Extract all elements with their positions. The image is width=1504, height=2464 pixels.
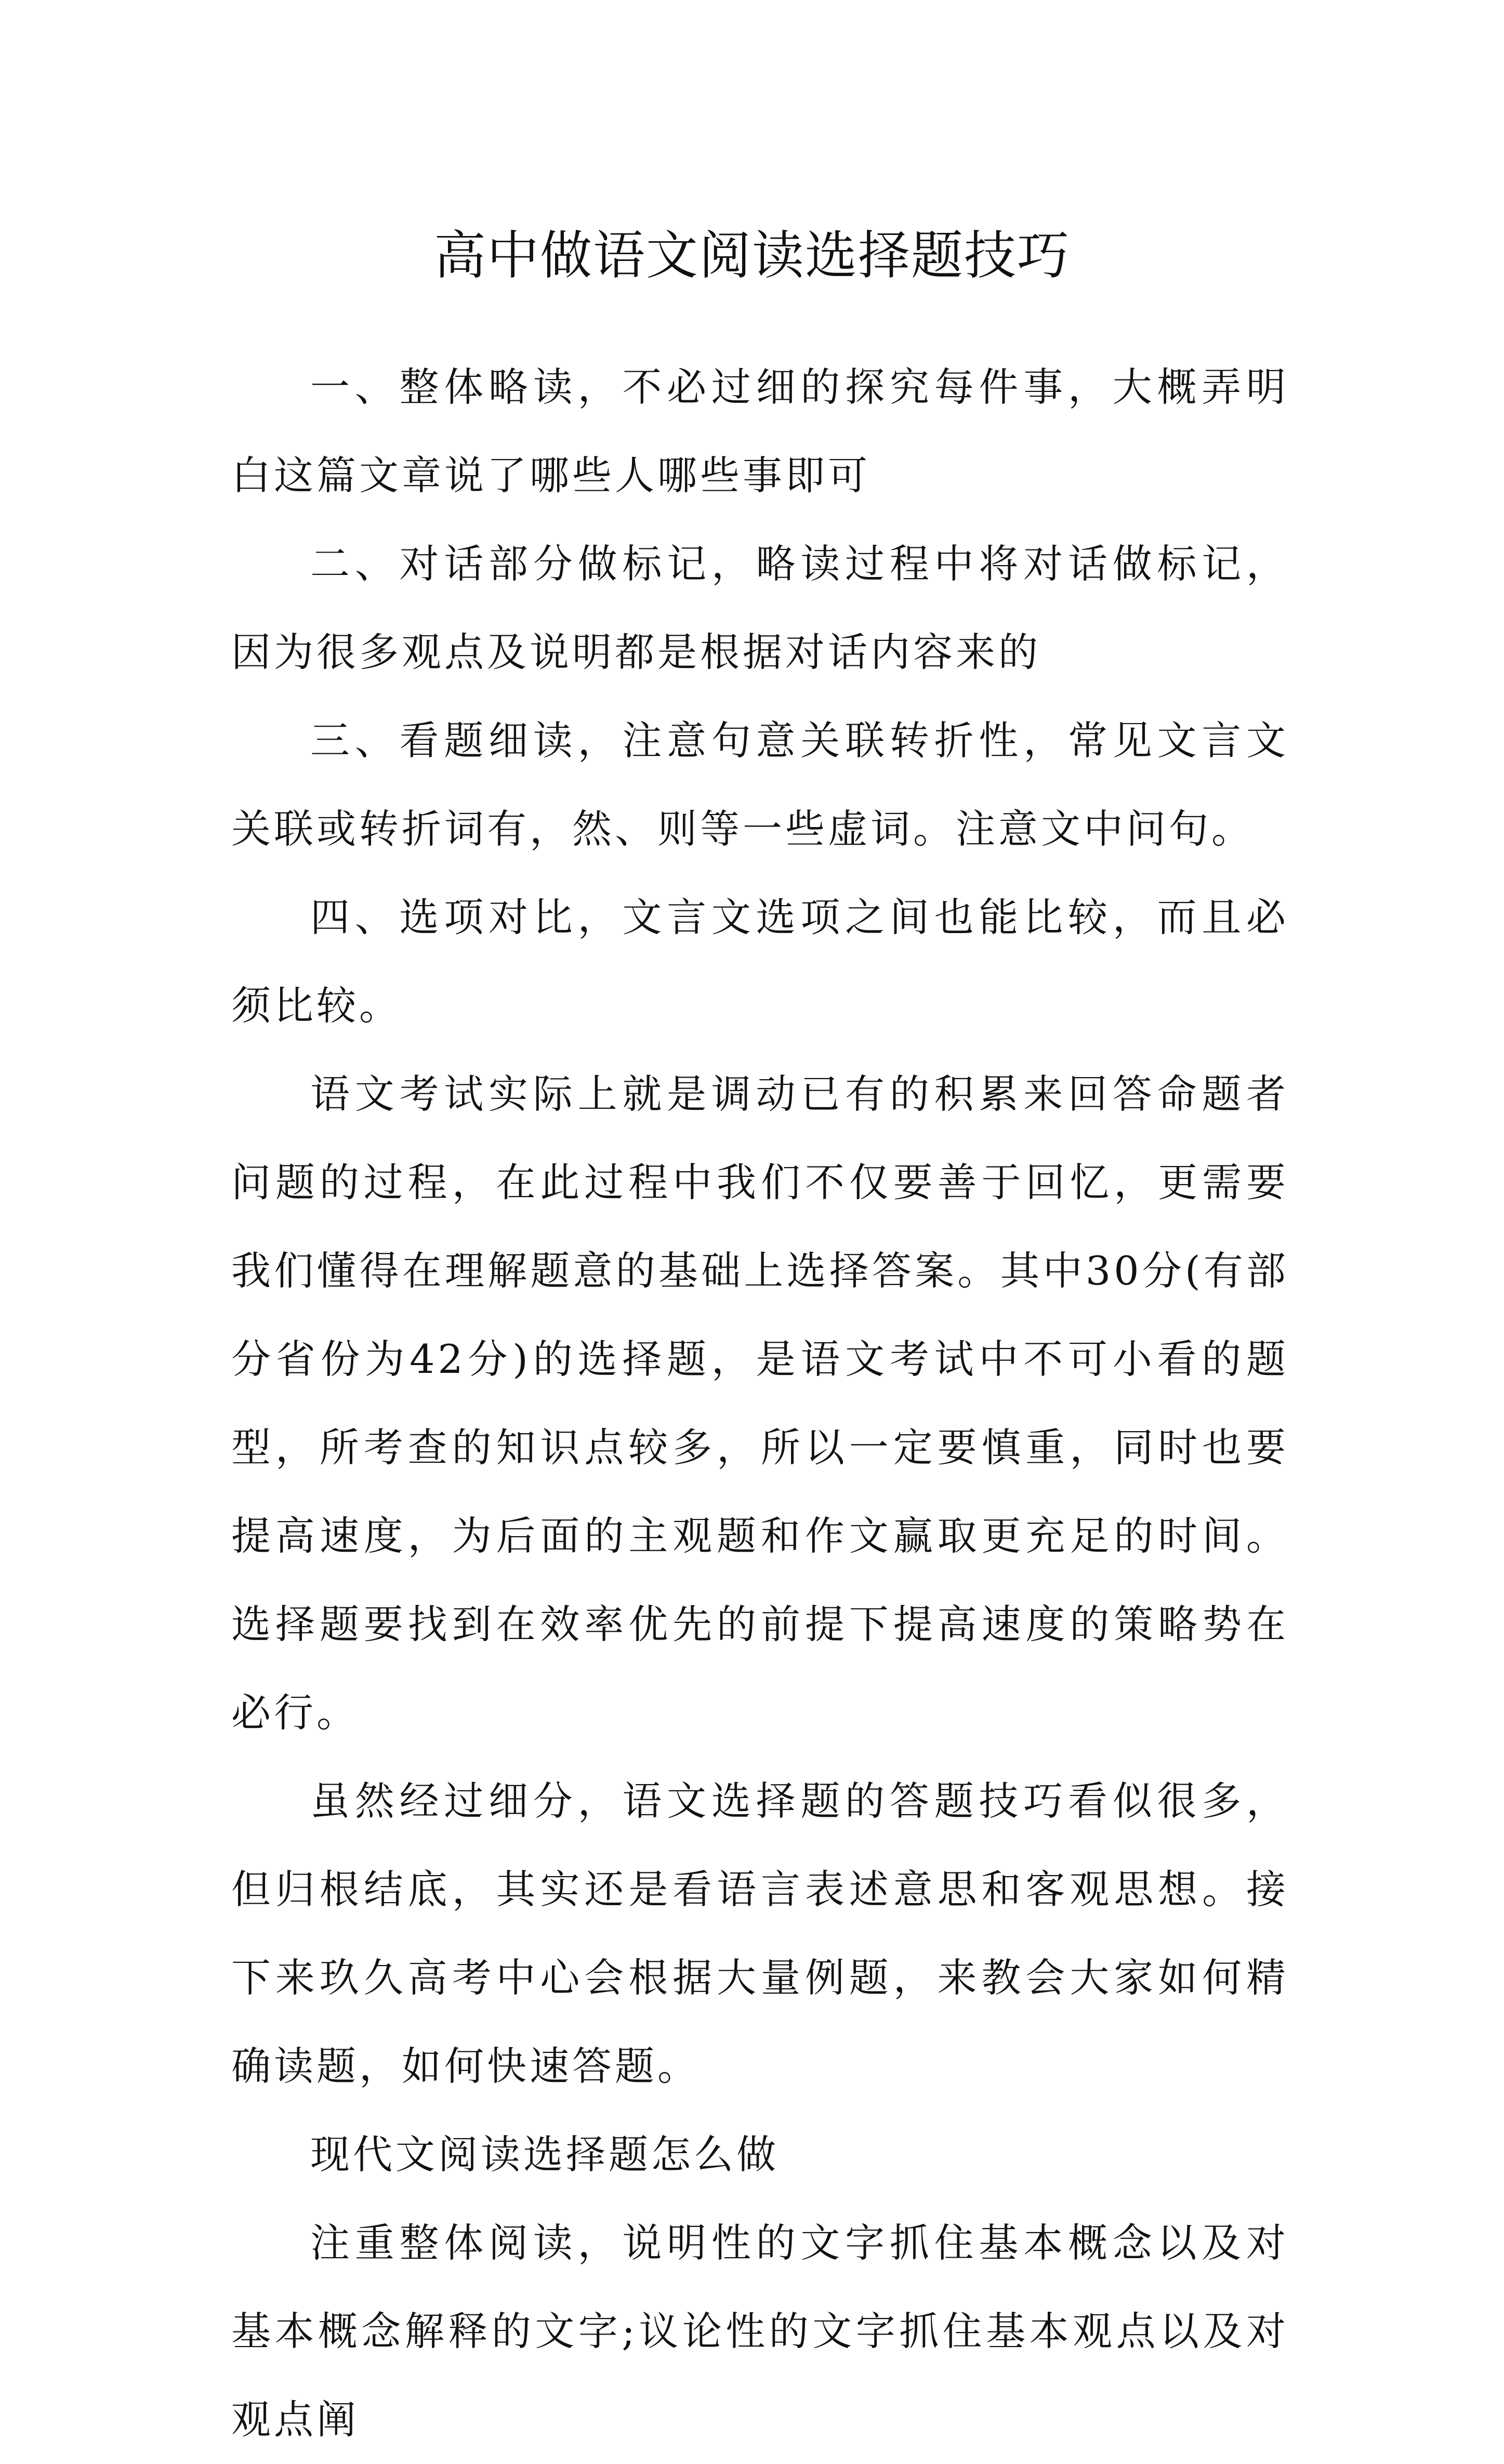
paragraph-6: 虽然经过细分，语文选择题的答题技巧看似很多，但归根结底，其实还是看语言表述意思和客观思想。接下来玖久高考中心会根据大量例题，来教会大家如何精确读题，如何快速答题。 <box>231 1778 1289 2089</box>
document-title: 高中做语文阅读选择题技巧 <box>434 225 1070 286</box>
paragraph-1: 一、整体略读，不必过细的探究每件事，大概弄明白这篇文章说了哪些人哪些事即可 <box>231 364 1289 499</box>
paragraph-3: 三、看题细读，注意句意关联转折性，常见文言文关联或转折词有，然、则等一些虚词。注意文中问句。 <box>231 717 1289 852</box>
paragraph-2: 二、对话部分做标记，略读过程中将对话做标记，因为很多观点及说明都是根据对话内容来的 <box>231 541 1289 675</box>
paragraph-4: 四、选项对比，文言文选项之间也能比较，而且必须比较。 <box>231 894 1289 1029</box>
paragraph-5: 语文考试实际上就是调动已有的积累来回答命题者问题的过程，在此过程中我们不仅要善于回忆，更需要我们懂得在理解题意的基础上选择答案。其中30分(有部分省份为42分)的选择题，是语文考试中不可小看的题型，所考查的知识点较多，所以一定要慎重，同时也要提高速度，为后面的主观题和作文赢取更充足的时间。选择题要找到在效率优先的前提下提高速度的策略势在必行。 <box>231 1071 1289 1736</box>
section-heading: 现代文阅读选择题怎么做 <box>310 2131 779 2178</box>
paragraph-7: 注重整体阅读，说明性的文字抓住基本概念以及对基本概念解释的文字;议论性的文字抓住基本观点以及对观点阐 <box>231 2220 1289 2443</box>
document-body <box>231 343 1289 2464</box>
